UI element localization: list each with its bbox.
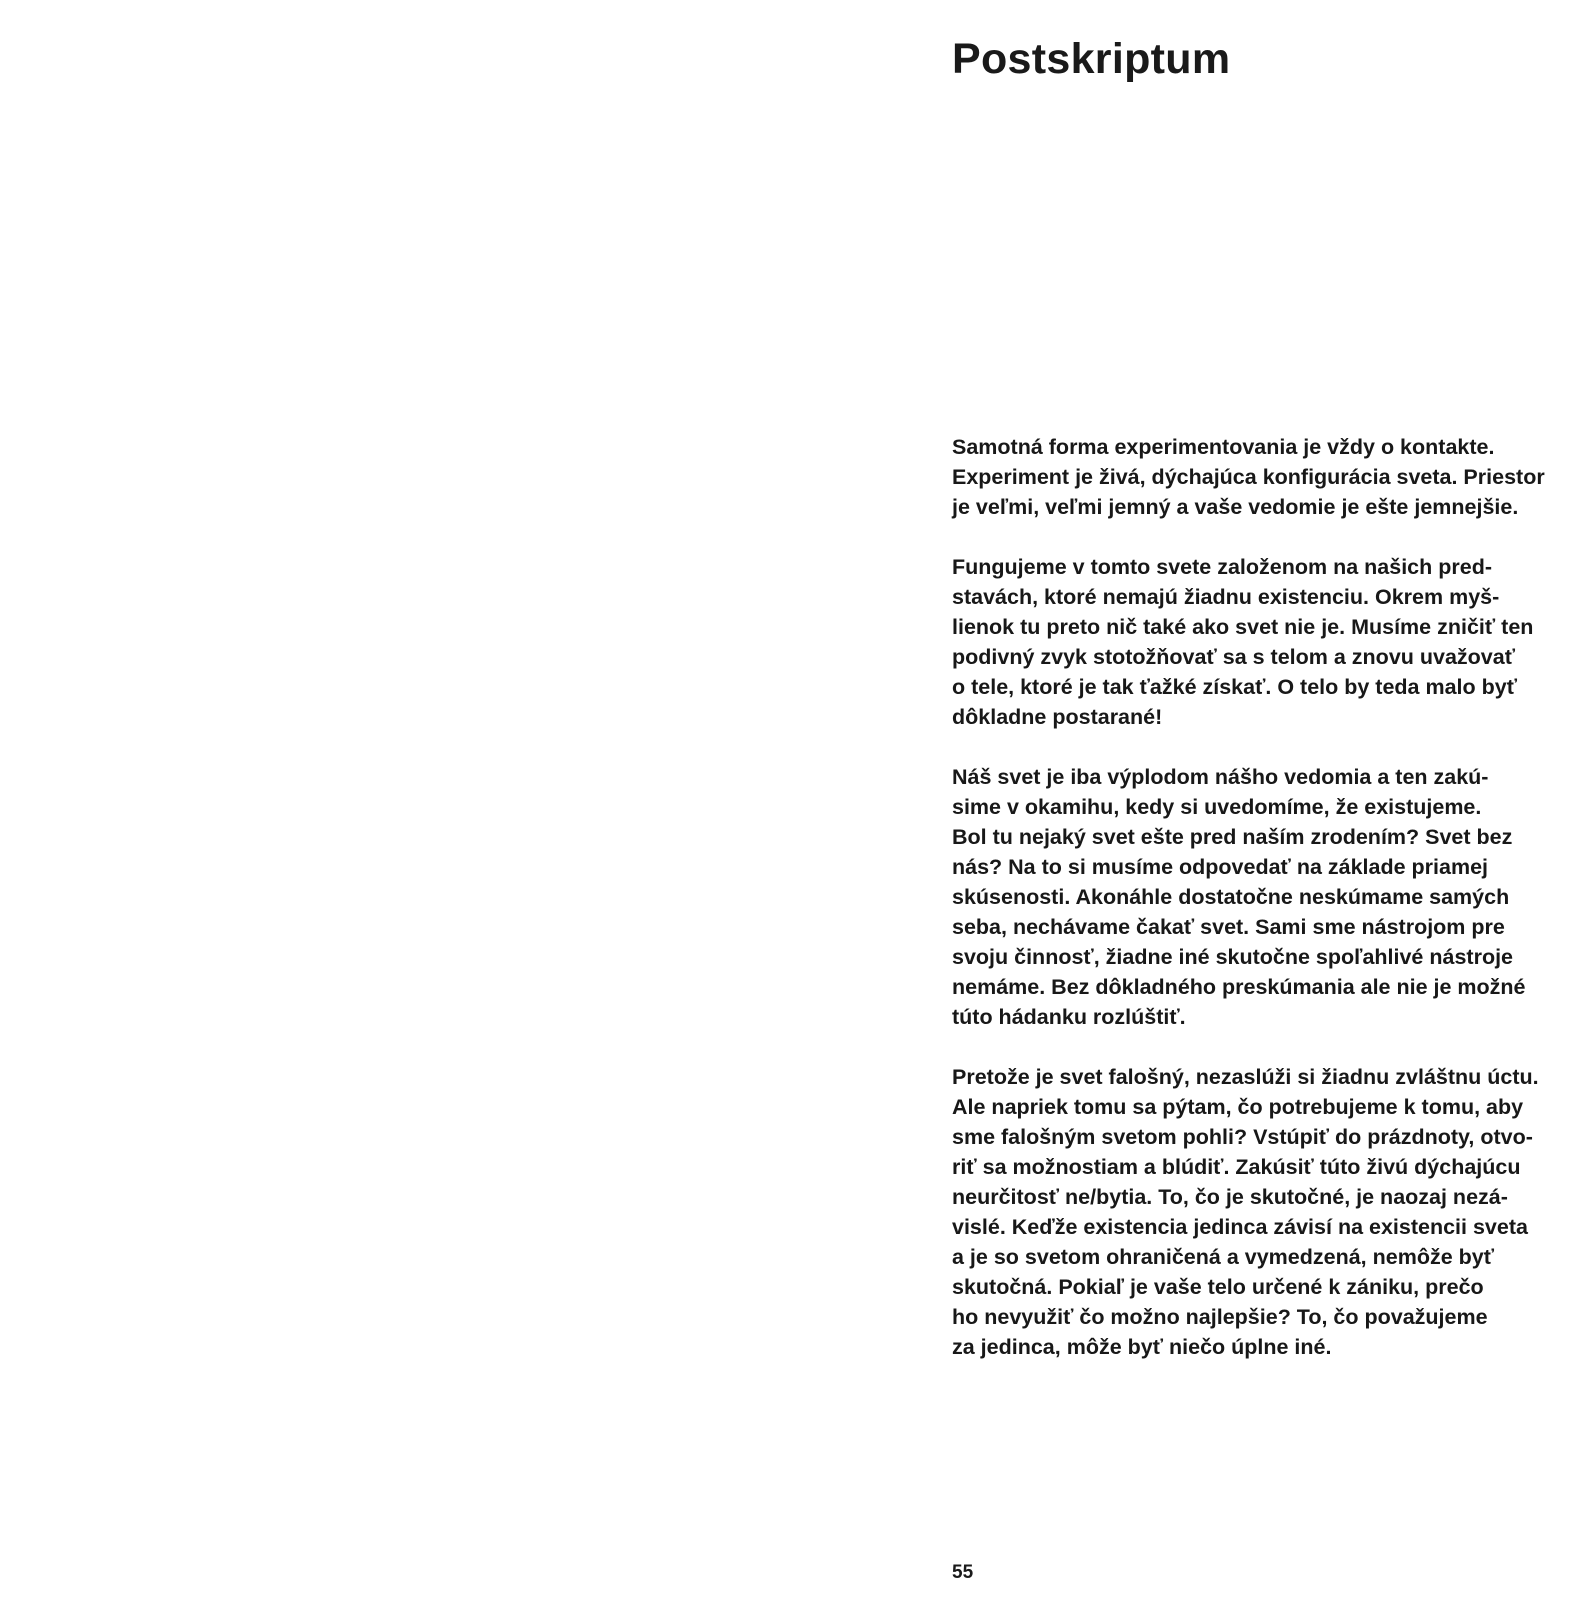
paragraph-1 [952,432,1545,522]
text-line: skúsenosti. Akonáhle dostatočne neskúmame samých [952,885,1510,909]
text-line: podivný zvyk stotožňovať sa s telom a znovu uvažovať [952,645,1516,669]
text-line: Experiment je živá, dýchajúca konfigurácia sveta. Priestor [952,465,1545,489]
text-line: skutočná. Pokiaľ je vaše telo určené k zániku, prečo [952,1275,1484,1299]
text-line: sime v okamihu, kedy si uvedomíme, že existujeme. [952,795,1482,819]
text-line: za jedinca, môže byť niečo úplne iné. [952,1335,1332,1359]
text-line: sme falošným svetom pohli? Vstúpiť do prázdnoty, otvo- [952,1125,1533,1149]
text-line: je veľmi, veľmi jemný a vaše vedomie je ešte jemnejšie. [952,495,1519,519]
paragraph-3 [952,762,1542,1032]
text-line: svoju činnosť, žiadne iné skutočne spoľahlivé nástroje [952,945,1514,969]
text-line: a je so svetom ohraničená a vymedzená, nemôže byť [952,1245,1495,1269]
text-line: túto hádanku rozlúštiť. [952,1005,1186,1029]
text-line: dôkladne postarané! [952,705,1163,729]
text-line: nemáme. Bez dôkladného preskúmania ale nie je možné [952,975,1526,999]
paragraph-4 [952,1062,1542,1362]
page-title: Postskriptum [952,35,1231,83]
text-line: seba, nechávame čakať svet. Sami sme nástrojom pre [952,915,1505,939]
text-line: vislé. Keďže existencia jedinca závisí na existencii sveta [952,1215,1528,1239]
text-line: Samotná forma experimentovania je vždy o kontakte. [952,435,1495,459]
text-line: ho nevyužiť čo možno najlepšie? To, čo považujeme [952,1305,1488,1329]
text-line: neurčitosť ne/bytia. To, čo je skutočné, je naozaj nezá- [952,1185,1508,1209]
text-line: stavách, ktoré nemajú žiadnu existenciu. Okrem myš- [952,585,1500,609]
text-line: Ale napriek tomu sa pýtam, čo potrebujeme k tomu, aby [952,1095,1524,1119]
text-line: Pretože je svet falošný, nezaslúži si žiadnu zvláštnu úctu. [952,1065,1539,1089]
text-line: Náš svet je iba výplodom nášho vedomia a ten zakú- [952,765,1489,789]
body-text [952,432,1545,1392]
text-line: Bol tu nejaký svet ešte pred naším zrodením? Svet bez [952,825,1513,849]
text-line: o tele, ktoré je tak ťažké získať. O telo by teda malo byť [952,675,1518,699]
page-number: 55 [952,1562,974,1583]
text-line: lienok tu preto nič také ako svet nie je. Musíme zničiť ten [952,615,1534,639]
paragraph-2 [952,552,1542,732]
text-line: riť sa možnostiam a blúdiť. Zakúsiť túto živú dýchajúcu [952,1155,1521,1179]
text-line: Fungujeme v tomto svete založenom na našich pred- [952,555,1492,579]
text-line: nás? Na to si musíme odpovedať na základe priamej [952,855,1489,879]
